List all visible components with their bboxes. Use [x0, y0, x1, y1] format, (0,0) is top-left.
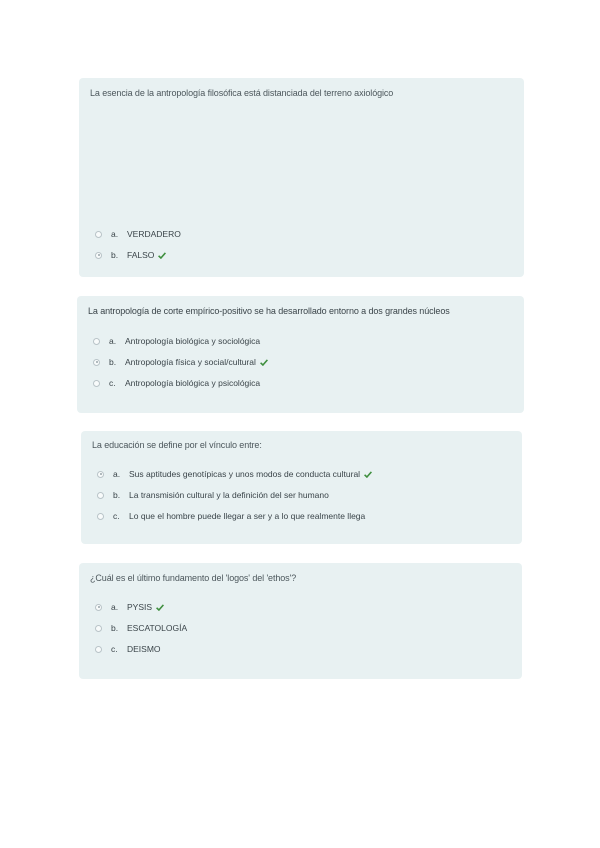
answer-text: La transmisión cultural y la definición del ser humano: [129, 490, 329, 500]
answer-text: Sus aptitudes genotípicas y unos modos de conducta cultural: [129, 469, 361, 479]
answer-letter: c.: [111, 644, 118, 654]
answer-option[interactable]: [95, 622, 187, 634]
radio-button-selected[interactable]: [95, 252, 102, 259]
radio-button[interactable]: [97, 492, 104, 499]
answer-text: PYSIS: [127, 602, 153, 612]
answer-option[interactable]: [93, 356, 268, 368]
answer-text: DEISMO: [127, 644, 161, 654]
answer-text: FALSO: [127, 250, 155, 260]
answer-option[interactable]: [95, 249, 166, 261]
answer-text: Antropología física y social/cultural: [125, 357, 256, 367]
radio-button-selected[interactable]: [95, 604, 102, 611]
radio-button-selected[interactable]: [97, 471, 104, 478]
question-card-2: [77, 296, 524, 413]
answer-letter: a.: [113, 469, 121, 479]
question-card-4: [79, 563, 522, 679]
answer-text: Lo que el hombre puede llegar a ser y a lo que realmente llega: [129, 511, 366, 521]
answer-option[interactable]: [95, 601, 164, 613]
answer-letter: b.: [111, 623, 119, 633]
checkmark-icon: [156, 604, 164, 611]
answer-option[interactable]: [93, 335, 260, 347]
answer-text: VERDADERO: [127, 229, 181, 239]
answer-option[interactable]: [97, 510, 365, 522]
radio-button[interactable]: [93, 338, 100, 345]
checkmark-icon: [260, 359, 268, 366]
radio-button[interactable]: [95, 625, 102, 632]
answer-option[interactable]: [93, 377, 260, 389]
answer-option[interactable]: [97, 489, 329, 501]
radio-button[interactable]: [97, 513, 104, 520]
checkmark-icon: [364, 471, 372, 478]
radio-button[interactable]: [95, 646, 102, 653]
question-text: La antropología de corte empírico-positivo se ha desarrollado entorno a dos grandes núcleos: [88, 306, 450, 316]
question-text: La esencia de la antropología filosófica está distanciada del terreno axiológico: [90, 88, 394, 98]
answer-letter: b.: [111, 250, 119, 260]
answer-text: Antropología biológica y psicológica: [125, 378, 261, 388]
question-text: La educación se define por el vínculo entre:: [92, 440, 262, 450]
answer-letter: c.: [109, 378, 116, 388]
radio-button[interactable]: [95, 231, 102, 238]
answer-option[interactable]: [97, 468, 372, 480]
answer-letter: a.: [109, 336, 117, 346]
question-card-3: [81, 431, 522, 544]
answer-letter: b.: [109, 357, 117, 367]
radio-button[interactable]: [93, 380, 100, 387]
answer-text: ESCATOLOGÍA: [127, 623, 188, 633]
answer-letter: b.: [113, 490, 121, 500]
answer-text: Antropología biológica y sociológica: [125, 336, 261, 346]
checkmark-icon: [158, 252, 166, 259]
answer-letter: a.: [111, 602, 119, 612]
question-card-1: [79, 78, 524, 277]
answer-letter: a.: [111, 229, 119, 239]
answer-letter: c.: [113, 511, 120, 521]
radio-button-selected[interactable]: [93, 359, 100, 366]
question-text: ¿Cuál es el último fundamento del 'logos' del 'ethos'?: [90, 573, 297, 583]
answer-option[interactable]: [95, 643, 161, 655]
answer-option[interactable]: [95, 228, 181, 240]
